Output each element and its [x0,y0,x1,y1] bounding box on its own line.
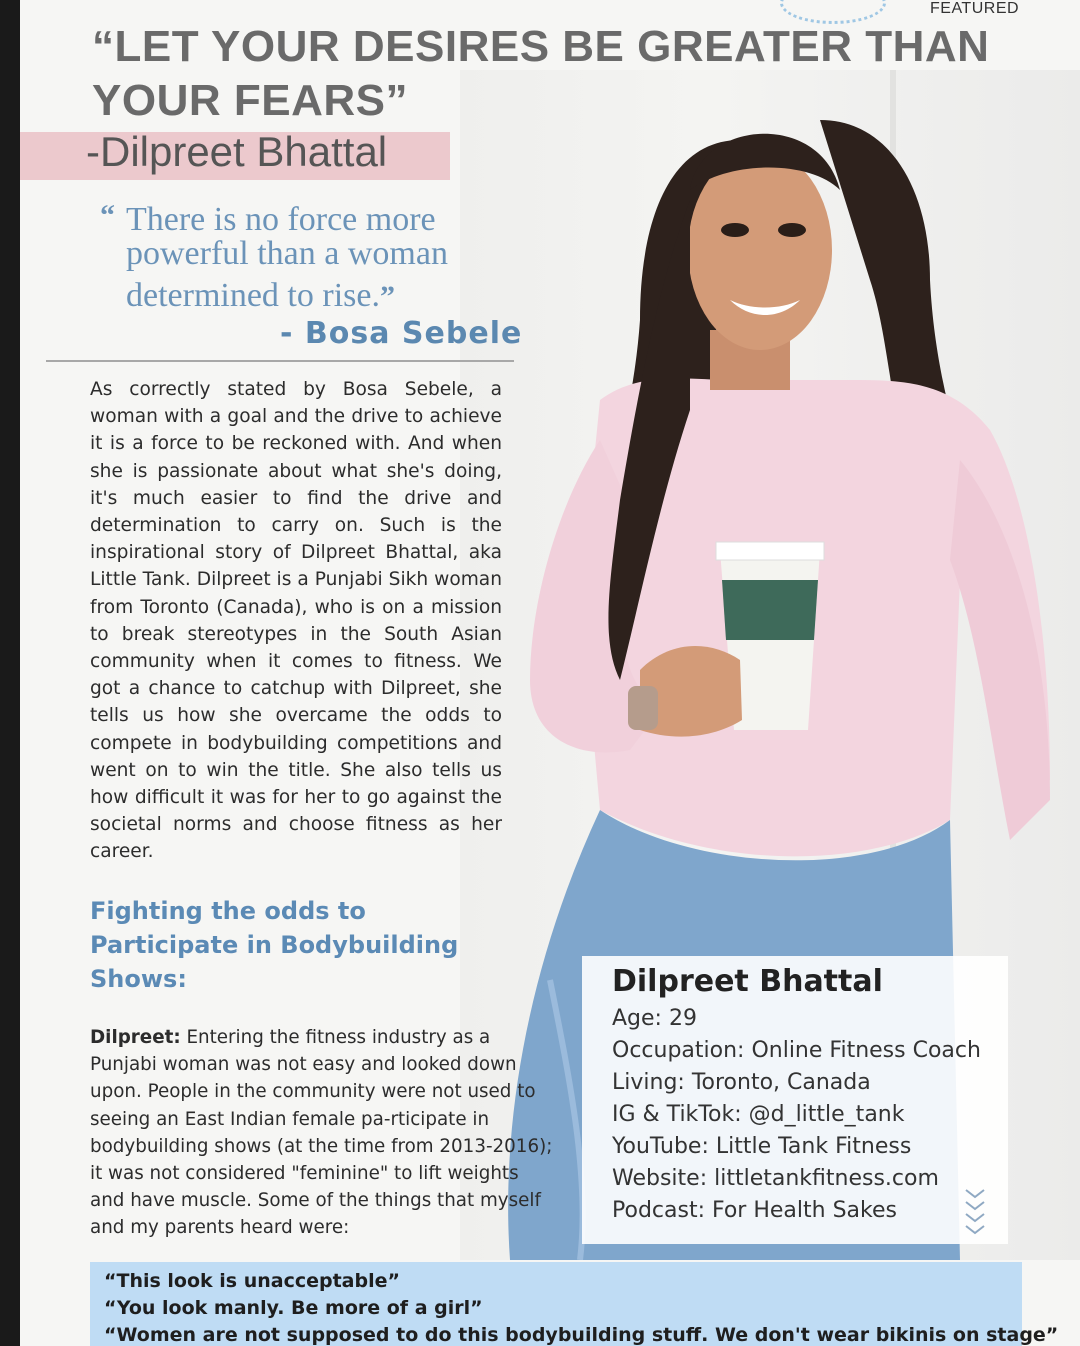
pull-quote-line-3 [126,276,395,317]
speaker-name: Dilpreet: [90,1027,181,1048]
divider [46,360,514,362]
pull-quote-line-3-text: determined to rise. [126,277,380,314]
pull-quote-line-2: powerful than a woman [126,235,448,272]
profile-social: IG & TikTok: @d_little_tank [612,1102,905,1127]
section-heading-line-3: Shows: [90,965,187,993]
chevrons-down-icon [964,1188,986,1242]
section-label: FEATURED [930,0,1020,17]
profile-age: Age: 29 [612,1006,697,1031]
callout-line-1: “This look is unacceptable” [104,1270,400,1292]
intro-paragraph: As correctly stated by Bosa Sebele, a woman with a goal and the drive to achieve it is a force to be reckoned with. And when she is passionate about what she's doing, it's much easier to find the drive and determination to carry on. Such is the inspirational story of Dilpreet Bhattal, aka Little Tank. Dilpreet is a Punjabi Sikh woman from Toronto (Canada), who is on a mission to break stereotypes in the South Asian community when it comes to fitness. We got a chance to catchup with Dilpreet, she tells us how she overcame the odds to compete in bodybuilding competitions and went on to win the title. She also tells us how difficult it was for her to go against the societal norms and choose fitness as her career. [90,379,502,863]
quotes-callout [90,1262,1059,1346]
magazine-page [20,0,1080,1346]
profile-occupation: Occupation: Online Fitness Coach [612,1038,981,1063]
profile-youtube: YouTube: Little Tank Fitness [612,1134,912,1159]
profile-living: Living: Toronto, Canada [612,1070,871,1095]
answer-text: Entering the fitness industry as a Punjabi woman was not easy and looked down upon. People in the community were not used to seeing an East Indian female pa-rticipate in bodybuilding shows (at the time from 2013-2016); it was not considered "feminine" to lift weights and have muscle. Some of the things that myself and my parents heard were: [90,1027,553,1239]
headline-line-2: YOUR FEARS” [92,76,408,125]
quote-author: - Bosa Sebele [280,316,523,351]
section-heading [90,894,490,996]
callout-line-2: “You look manly. Be more of a girl” [104,1297,483,1319]
interview-answer [90,1024,558,1242]
pull-quote-line-1: There is no force more [126,201,436,238]
headline [92,20,1052,128]
profile-website: Website: littletankfitness.com [612,1166,939,1191]
headline-line-1: “LET YOUR DESIRES BE GREATER THAN [92,22,990,71]
close-quote-mark: ” [379,280,395,313]
headline-attribution: -Dilpreet Bhattal [86,128,388,175]
profile-card [582,956,1008,1244]
profile-podcast: Podcast: For Health Sakes [612,1198,897,1223]
profile-name: Dilpreet Bhattal [612,964,883,999]
open-quote-mark: “ [100,199,115,232]
section-heading-line-1: Fighting the odds to [90,897,366,925]
callout-line-3: “Women are not supposed to do this bodybuilding stuff. We don't wear bikinis on stage” [104,1324,1059,1346]
section-heading-line-2: Participate in Bodybuilding [90,931,459,959]
